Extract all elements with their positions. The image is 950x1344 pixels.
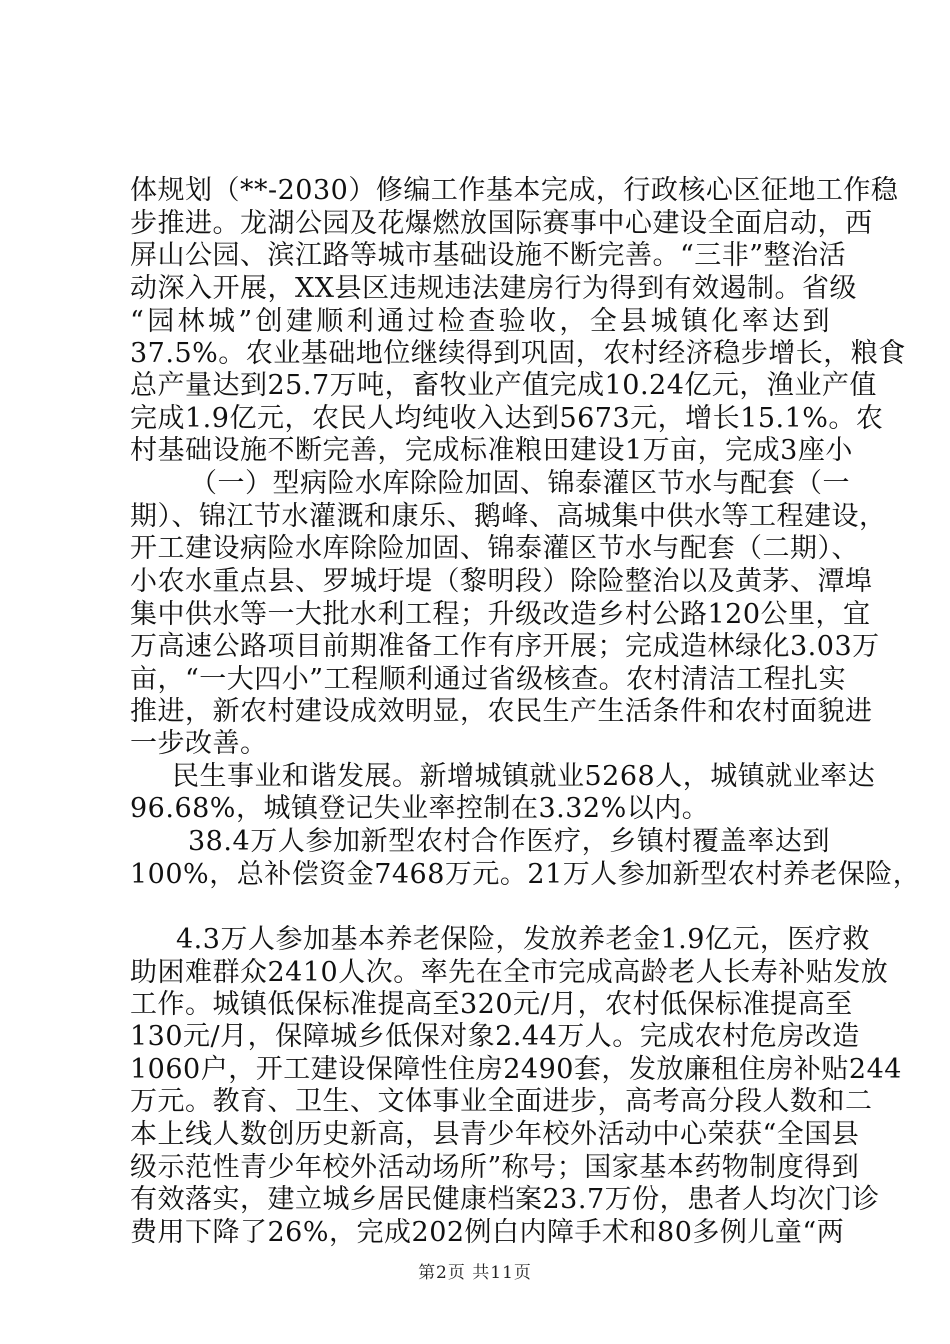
text-line: 集中供水等一大批水利工程；升级改造乡村公路120公里，宜 [130, 599, 871, 630]
text-line: 期）、锦江节水灌溉和康乐、鹅峰、高城集中供水等工程建设， [130, 501, 887, 532]
text-line: 总产量达到25.7万吨，畜牧业产值完成10.24亿元，渔业产值 [130, 370, 877, 401]
text-line: 体规划（**-2030）修编工作基本完成，行政核心区征地工作稳 [130, 175, 899, 206]
text-line: 有效落实，建立城乡居民健康档案23.7万份，患者人均次门诊 [130, 1184, 880, 1215]
text-line: 万元。教育、卫生、文体事业全面进步，高考高分段人数和二 [130, 1086, 873, 1117]
text-line: 动深入开展，XX县区违规违法建房行为得到有效遏制。省级 [130, 273, 857, 304]
text-line: 1060户，开工建设保障性住房2490套，发放廉租住房补贴244 [130, 1054, 902, 1085]
text-line: 37.5%。农业基础地位继续得到巩固，农村经济稳步增长，粮食 [130, 338, 906, 369]
text-line: 完成1.9亿元，农民人均纯收入达到5673元，增长15.1%。农 [130, 403, 884, 434]
text-line: 村基础设施不断完善，完成标准粮田建设1万亩，完成3座小 [130, 435, 853, 466]
paragraph-heading-line: 民生事业和谐发展。新增城镇就业5268人，城镇就业率达 [172, 761, 876, 792]
text-line: 助困难群众2410人次。率先在全市完成高龄老人长寿补贴发放 [130, 957, 889, 988]
text-line: 步推进。龙湖公园及花爆燃放国际赛事中心建设全面启动，西 [130, 208, 873, 239]
text-line: 96.68%，城镇登记失业率控制在3.32%以内。 [130, 793, 710, 824]
text-line: 级示范性青少年校外活动场所”称号；国家基本药物制度得到 [130, 1152, 860, 1183]
text-line: 38.4万人参加新型农村合作医疗，乡镇村覆盖率达到 [188, 826, 830, 857]
page-footer: 第2页 共11页 [418, 1263, 532, 1283]
text-line: 130元/月，保障城乡低保对象2.44万人。完成农村危房改造 [130, 1021, 860, 1052]
text-line: 100%，总补偿资金7468万元。21万人参加新型农村养老保险， [130, 859, 921, 890]
text-line: 本上线人数创历史新高，县青少年校外活动中心荣获“全国县 [130, 1119, 860, 1150]
text-line: 一步改善。 [130, 728, 268, 759]
text-line: 费用下降了26%，完成202例白内障手术和80多例儿童“两 [130, 1217, 845, 1248]
text-line: 4.3万人参加基本养老保险，发放养老金1.9亿元，医疗救 [176, 924, 870, 955]
text-line: 推进，新农村建设成效明显，农民生产生活条件和农村面貌进 [130, 696, 873, 727]
text-line: “园林城”创建顺利通过检查验收，全县城镇化率达到 [130, 306, 830, 337]
text-line: 万高速公路项目前期准备工作有序开展；完成造林绿化3.03万 [130, 631, 880, 662]
text-line: 亩，“一大四小”工程顺利通过省级核查。农村清洁工程扎实 [130, 664, 847, 695]
text-line: 工作。城镇低保标准提高至320元/月，农村低保标准提高至 [130, 989, 853, 1020]
text-line: 小农水重点县、罗城圩堤（黎明段）除险整治以及黄茅、潭埠 [130, 566, 873, 597]
text-line: 开工建设病险水库除险加固、锦泰灌区节水与配套（二期）、 [130, 533, 859, 564]
text-line: （一）型病险水库除险加固、锦泰灌区节水与配套（一 [190, 468, 850, 499]
text-line: 屏山公园、滨江路等城市基础设施不断完善。“三非”整治活 [130, 240, 847, 271]
